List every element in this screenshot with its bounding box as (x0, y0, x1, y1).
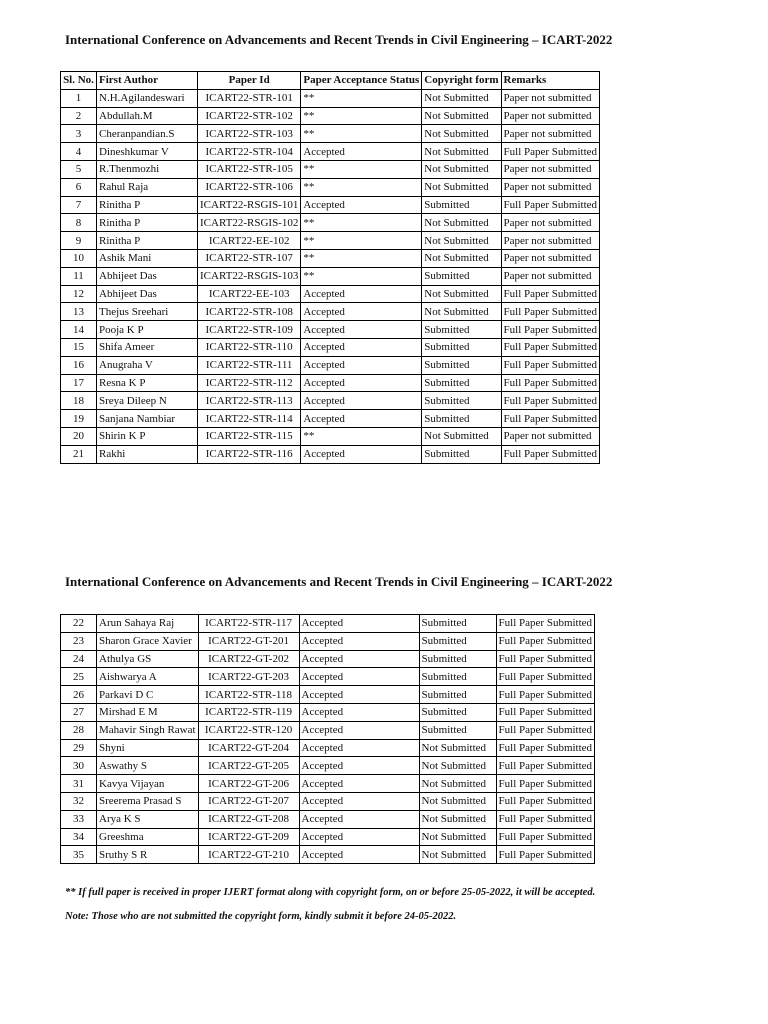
remarks-cell: Paper not submitted (501, 214, 600, 232)
acceptance-status-cell: Accepted (301, 196, 422, 214)
remarks-cell: Full Paper Submitted (501, 285, 600, 303)
paper-id-cell: ICART22-GT-202 (198, 650, 299, 668)
remarks-cell: Full Paper Submitted (496, 810, 595, 828)
paper-id-cell: ICART22-GT-205 (198, 757, 299, 775)
table-row (61, 107, 600, 125)
remarks-cell: Full Paper Submitted (501, 196, 600, 214)
table-row (61, 757, 595, 775)
paper-id-cell: ICART22-STR-114 (198, 410, 301, 428)
copyright-form-cell: Submitted (422, 356, 501, 374)
table-row (61, 338, 600, 356)
copyright-form-cell: Not Submitted (419, 739, 496, 757)
page-title-repeat: International Conference on Advancements and Recent Trends in Civil Engineering – ICART-2022 (65, 574, 613, 589)
sl-no-cell: 11 (61, 267, 97, 285)
remarks-cell: Full Paper Submitted (496, 650, 595, 668)
first-author-cell: Abhijeet Das (97, 267, 198, 285)
first-author-cell: R.Thenmozhi (97, 160, 198, 178)
table-row (61, 632, 595, 650)
sl-no-cell: 5 (61, 160, 97, 178)
header-acceptance-status: Paper Acceptance Status (301, 72, 422, 90)
paper-id-cell: ICART22-STR-118 (198, 686, 299, 704)
acceptance-condition-note: ** If full paper is received in proper IJERT format along with copyright form, on or before 25-05-2022, it will be accepted. (65, 887, 596, 898)
first-author-cell: Greeshma (97, 828, 199, 846)
acceptance-status-cell: Accepted (299, 828, 419, 846)
remarks-cell: Full Paper Submitted (496, 846, 595, 864)
remarks-cell: Paper not submitted (501, 267, 600, 285)
first-author-cell: Cheranpandian.S (97, 125, 198, 143)
acceptance-status-cell: Accepted (299, 650, 419, 668)
sl-no-cell: 35 (61, 846, 97, 864)
table-row (61, 214, 600, 232)
remarks-cell: Full Paper Submitted (496, 615, 595, 633)
acceptance-status-cell: ** (301, 107, 422, 125)
table-row (61, 668, 595, 686)
first-author-cell: Aishwarya A (97, 668, 199, 686)
acceptance-status-cell: Accepted (301, 392, 422, 410)
sl-no-cell: 19 (61, 410, 97, 428)
copyright-form-cell: Submitted (419, 650, 496, 668)
remarks-cell: Full Paper Submitted (496, 757, 595, 775)
sl-no-cell: 4 (61, 143, 97, 161)
acceptance-status-cell: Accepted (301, 356, 422, 374)
paper-id-cell: ICART22-RSGIS-101 (198, 196, 301, 214)
remarks-cell: Full Paper Submitted (501, 338, 600, 356)
acceptance-status-cell: Accepted (301, 410, 422, 428)
paper-id-cell: ICART22-GT-207 (198, 792, 299, 810)
acceptance-status-cell: Accepted (299, 686, 419, 704)
acceptance-status-cell: Accepted (301, 445, 422, 463)
copyright-form-cell: Not Submitted (419, 757, 496, 775)
acceptance-status-cell: ** (301, 89, 422, 107)
header-sl-no: Sl. No. (61, 72, 97, 90)
first-author-cell: Arya K S (97, 810, 199, 828)
first-author-cell: Resna K P (97, 374, 198, 392)
acceptance-status-cell: Accepted (299, 615, 419, 633)
table-header-row (61, 72, 600, 90)
remarks-cell: Full Paper Submitted (496, 703, 595, 721)
paper-id-cell: ICART22-GT-203 (198, 668, 299, 686)
copyright-form-cell: Not Submitted (419, 828, 496, 846)
sl-no-cell: 6 (61, 178, 97, 196)
remarks-cell: Full Paper Submitted (496, 632, 595, 650)
table-row (61, 178, 600, 196)
paper-id-cell: ICART22-STR-107 (198, 249, 301, 267)
copyright-form-cell: Not Submitted (422, 303, 501, 321)
sl-no-cell: 16 (61, 356, 97, 374)
copyright-form-cell: Submitted (419, 632, 496, 650)
sl-no-cell: 33 (61, 810, 97, 828)
paper-id-cell: ICART22-STR-116 (198, 445, 301, 463)
table-row (61, 160, 600, 178)
sl-no-cell: 22 (61, 615, 97, 633)
acceptance-status-cell: Accepted (299, 721, 419, 739)
paper-id-cell: ICART22-STR-117 (198, 615, 299, 633)
first-author-cell: Sruthy S R (97, 846, 199, 864)
header-paper-id: Paper Id (198, 72, 301, 90)
acceptance-status-cell: Accepted (301, 143, 422, 161)
copyright-form-cell: Not Submitted (419, 792, 496, 810)
table-row (61, 410, 600, 428)
copyright-form-cell: Submitted (422, 338, 501, 356)
remarks-cell: Full Paper Submitted (501, 143, 600, 161)
acceptance-table-page-2 (60, 614, 595, 864)
paper-id-cell: ICART22-STR-111 (198, 356, 301, 374)
copyright-form-cell: Not Submitted (419, 810, 496, 828)
paper-id-cell: ICART22-GT-209 (198, 828, 299, 846)
first-author-cell: Mahavir Singh Rawat (97, 721, 199, 739)
paper-id-cell: ICART22-STR-115 (198, 427, 301, 445)
first-author-cell: N.H.Agilandeswari (97, 89, 198, 107)
acceptance-status-cell: Accepted (299, 775, 419, 793)
sl-no-cell: 34 (61, 828, 97, 846)
table-row (61, 249, 600, 267)
acceptance-status-cell: ** (301, 232, 422, 250)
sl-no-cell: 21 (61, 445, 97, 463)
paper-id-cell: ICART22-STR-112 (198, 374, 301, 392)
table-row (61, 775, 595, 793)
paper-id-cell: ICART22-STR-119 (198, 703, 299, 721)
acceptance-status-cell: Accepted (299, 632, 419, 650)
remarks-cell: Full Paper Submitted (496, 792, 595, 810)
copyright-deadline-note: Note: Those who are not submitted the copyright form, kindly submit it before 24-05-2022. (65, 911, 457, 922)
paper-id-cell: ICART22-GT-208 (198, 810, 299, 828)
sl-no-cell: 15 (61, 338, 97, 356)
acceptance-status-cell: ** (301, 249, 422, 267)
paper-id-cell: ICART22-STR-105 (198, 160, 301, 178)
table-row (61, 196, 600, 214)
remarks-cell: Full Paper Submitted (496, 686, 595, 704)
paper-id-cell: ICART22-STR-108 (198, 303, 301, 321)
paper-id-cell: ICART22-STR-101 (198, 89, 301, 107)
copyright-form-cell: Not Submitted (422, 249, 501, 267)
acceptance-table-page-1 (60, 71, 600, 464)
acceptance-status-cell: ** (301, 214, 422, 232)
sl-no-cell: 18 (61, 392, 97, 410)
paper-id-cell: ICART22-GT-201 (198, 632, 299, 650)
acceptance-status-cell: ** (301, 267, 422, 285)
remarks-cell: Full Paper Submitted (501, 321, 600, 339)
copyright-form-cell: Submitted (419, 668, 496, 686)
acceptance-status-cell: Accepted (301, 321, 422, 339)
page-title: International Conference on Advancements and Recent Trends in Civil Engineering – ICART-2022 (65, 32, 613, 47)
first-author-cell: Rinitha P (97, 214, 198, 232)
sl-no-cell: 31 (61, 775, 97, 793)
acceptance-status-cell: Accepted (301, 285, 422, 303)
first-author-cell: Rinitha P (97, 232, 198, 250)
sl-no-cell: 8 (61, 214, 97, 232)
paper-id-cell: ICART22-EE-103 (198, 285, 301, 303)
sl-no-cell: 27 (61, 703, 97, 721)
table-row (61, 445, 600, 463)
table-row (61, 650, 595, 668)
first-author-cell: Abhijeet Das (97, 285, 198, 303)
first-author-cell: Shirin K P (97, 427, 198, 445)
sl-no-cell: 14 (61, 321, 97, 339)
copyright-form-cell: Submitted (422, 392, 501, 410)
copyright-form-cell: Not Submitted (422, 232, 501, 250)
first-author-cell: Sanjana Nambiar (97, 410, 198, 428)
acceptance-status-cell: Accepted (299, 792, 419, 810)
acceptance-status-cell: Accepted (301, 338, 422, 356)
first-author-cell: Ashik Mani (97, 249, 198, 267)
copyright-form-cell: Not Submitted (422, 89, 501, 107)
table-row (61, 125, 600, 143)
table-row (61, 285, 600, 303)
sl-no-cell: 12 (61, 285, 97, 303)
copyright-form-cell: Submitted (422, 196, 501, 214)
first-author-cell: Shyni (97, 739, 199, 757)
paper-id-cell: ICART22-GT-204 (198, 739, 299, 757)
copyright-form-cell: Not Submitted (422, 427, 501, 445)
sl-no-cell: 23 (61, 632, 97, 650)
sl-no-cell: 2 (61, 107, 97, 125)
first-author-cell: Dineshkumar V (97, 143, 198, 161)
remarks-cell: Full Paper Submitted (501, 303, 600, 321)
table-row (61, 846, 595, 864)
copyright-form-cell: Submitted (422, 267, 501, 285)
copyright-form-cell: Submitted (422, 374, 501, 392)
first-author-cell: Shifa Ameer (97, 338, 198, 356)
acceptance-status-cell: Accepted (301, 303, 422, 321)
first-author-cell: Sharon Grace Xavier (97, 632, 199, 650)
table-row (61, 739, 595, 757)
copyright-form-cell: Submitted (419, 686, 496, 704)
remarks-cell: Paper not submitted (501, 125, 600, 143)
table-row (61, 828, 595, 846)
paper-id-cell: ICART22-RSGIS-103 (198, 267, 301, 285)
sl-no-cell: 9 (61, 232, 97, 250)
table-row (61, 374, 600, 392)
first-author-cell: Abdullah.M (97, 107, 198, 125)
acceptance-status-cell: Accepted (299, 846, 419, 864)
remarks-cell: Paper not submitted (501, 107, 600, 125)
sl-no-cell: 7 (61, 196, 97, 214)
first-author-cell: Thejus Sreehari (97, 303, 198, 321)
paper-id-cell: ICART22-STR-103 (198, 125, 301, 143)
remarks-cell: Full Paper Submitted (496, 739, 595, 757)
copyright-form-cell: Not Submitted (419, 775, 496, 793)
remarks-cell: Full Paper Submitted (496, 721, 595, 739)
table-row (61, 392, 600, 410)
first-author-cell: Rakhi (97, 445, 198, 463)
first-author-cell: Pooja K P (97, 321, 198, 339)
table-row (61, 143, 600, 161)
paper-id-cell: ICART22-STR-102 (198, 107, 301, 125)
copyright-form-cell: Not Submitted (422, 143, 501, 161)
first-author-cell: Anugraha V (97, 356, 198, 374)
acceptance-status-cell: Accepted (299, 668, 419, 686)
acceptance-status-cell: Accepted (299, 810, 419, 828)
sl-no-cell: 13 (61, 303, 97, 321)
sl-no-cell: 32 (61, 792, 97, 810)
paper-id-cell: ICART22-STR-110 (198, 338, 301, 356)
copyright-form-cell: Not Submitted (422, 178, 501, 196)
remarks-cell: Full Paper Submitted (496, 828, 595, 846)
paper-id-cell: ICART22-STR-109 (198, 321, 301, 339)
paper-id-cell: ICART22-EE-102 (198, 232, 301, 250)
acceptance-status-cell: ** (301, 160, 422, 178)
paper-id-cell: ICART22-STR-104 (198, 143, 301, 161)
sl-no-cell: 30 (61, 757, 97, 775)
remarks-cell: Full Paper Submitted (501, 445, 600, 463)
copyright-form-cell: Not Submitted (422, 214, 501, 232)
copyright-form-cell: Submitted (422, 410, 501, 428)
acceptance-status-cell: Accepted (299, 703, 419, 721)
acceptance-status-cell: ** (301, 427, 422, 445)
remarks-cell: Paper not submitted (501, 178, 600, 196)
copyright-form-cell: Not Submitted (422, 125, 501, 143)
table-row (61, 792, 595, 810)
remarks-cell: Full Paper Submitted (501, 356, 600, 374)
first-author-cell: Arun Sahaya Raj (97, 615, 199, 633)
copyright-form-cell: Not Submitted (422, 160, 501, 178)
acceptance-status-cell: Accepted (299, 739, 419, 757)
table-row (61, 267, 600, 285)
table-row (61, 356, 600, 374)
header-first-author: First Author (97, 72, 198, 90)
sl-no-cell: 29 (61, 739, 97, 757)
sl-no-cell: 25 (61, 668, 97, 686)
table-row (61, 810, 595, 828)
paper-id-cell: ICART22-STR-106 (198, 178, 301, 196)
acceptance-status-cell: ** (301, 125, 422, 143)
remarks-cell: Paper not submitted (501, 249, 600, 267)
remarks-cell: Paper not submitted (501, 427, 600, 445)
table-row (61, 232, 600, 250)
first-author-cell: Mirshad E M (97, 703, 199, 721)
table-row (61, 721, 595, 739)
table-row (61, 89, 600, 107)
sl-no-cell: 3 (61, 125, 97, 143)
acceptance-status-cell: Accepted (301, 374, 422, 392)
copyright-form-cell: Submitted (422, 321, 501, 339)
first-author-cell: Sreerema Prasad S (97, 792, 199, 810)
first-author-cell: Aswathy S (97, 757, 199, 775)
remarks-cell: Full Paper Submitted (501, 410, 600, 428)
remarks-cell: Full Paper Submitted (501, 392, 600, 410)
first-author-cell: Rinitha P (97, 196, 198, 214)
table-row (61, 615, 595, 633)
copyright-form-cell: Submitted (419, 615, 496, 633)
copyright-form-cell: Submitted (419, 703, 496, 721)
copyright-form-cell: Submitted (422, 445, 501, 463)
remarks-cell: Full Paper Submitted (496, 668, 595, 686)
remarks-cell: Paper not submitted (501, 232, 600, 250)
first-author-cell: Kavya Vijayan (97, 775, 199, 793)
copyright-form-cell: Not Submitted (419, 846, 496, 864)
sl-no-cell: 10 (61, 249, 97, 267)
acceptance-status-cell: Accepted (299, 757, 419, 775)
remarks-cell: Full Paper Submitted (496, 775, 595, 793)
sl-no-cell: 20 (61, 427, 97, 445)
header-remarks: Remarks (501, 72, 600, 90)
paper-id-cell: ICART22-GT-210 (198, 846, 299, 864)
table-row (61, 686, 595, 704)
paper-id-cell: ICART22-RSGIS-102 (198, 214, 301, 232)
sl-no-cell: 1 (61, 89, 97, 107)
remarks-cell: Paper not submitted (501, 89, 600, 107)
copyright-form-cell: Not Submitted (422, 107, 501, 125)
first-author-cell: Sreya Dileep N (97, 392, 198, 410)
sl-no-cell: 26 (61, 686, 97, 704)
sl-no-cell: 24 (61, 650, 97, 668)
table-row (61, 427, 600, 445)
first-author-cell: Rahul Raja (97, 178, 198, 196)
paper-id-cell: ICART22-STR-120 (198, 721, 299, 739)
table-row (61, 703, 595, 721)
sl-no-cell: 17 (61, 374, 97, 392)
table-row (61, 321, 600, 339)
paper-id-cell: ICART22-GT-206 (198, 775, 299, 793)
header-copyright-form: Copyright form (422, 72, 501, 90)
remarks-cell: Full Paper Submitted (501, 374, 600, 392)
table-row (61, 303, 600, 321)
paper-id-cell: ICART22-STR-113 (198, 392, 301, 410)
remarks-cell: Paper not submitted (501, 160, 600, 178)
copyright-form-cell: Not Submitted (422, 285, 501, 303)
first-author-cell: Athulya GS (97, 650, 199, 668)
first-author-cell: Parkavi D C (97, 686, 199, 704)
copyright-form-cell: Submitted (419, 721, 496, 739)
acceptance-status-cell: ** (301, 178, 422, 196)
sl-no-cell: 28 (61, 721, 97, 739)
